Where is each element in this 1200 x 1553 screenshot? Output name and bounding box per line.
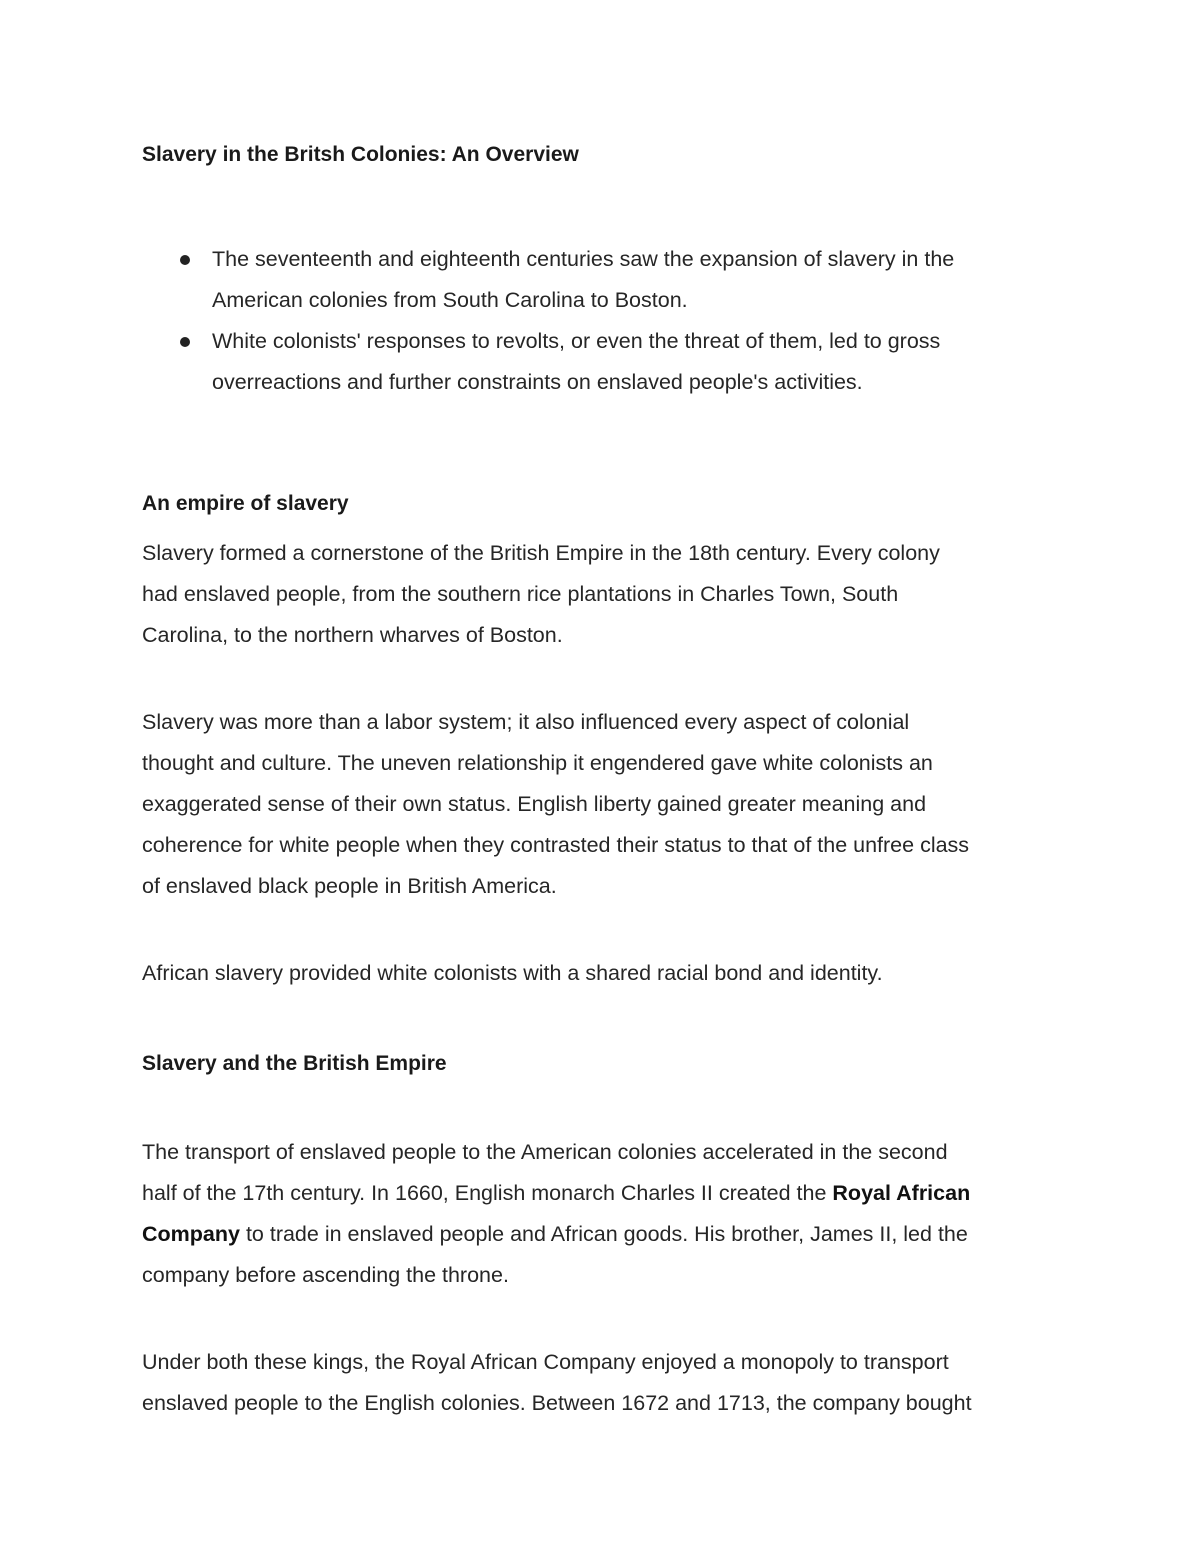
bullet-dot-icon — [180, 255, 190, 265]
overview-bullet-list — [142, 239, 1062, 403]
bullet-item — [142, 239, 1062, 321]
paragraph — [142, 702, 1062, 907]
paragraph-line: Slavery formed a cornerstone of the British Empire in the 18th century. Every colony — [142, 541, 940, 565]
paragraph-line: enslaved people to the English colonies. Between 1672 and 1713, the company bought — [142, 1391, 972, 1415]
paragraph-text: to trade in enslaved people and African goods. His brother, James II, led the — [239, 1222, 968, 1246]
paragraph-line: thought and culture. The uneven relationship it engendered gave white colonists an — [142, 751, 933, 775]
bullet-text-line: overreactions and further constraints on enslaved people's activities. — [212, 370, 863, 394]
paragraph-line: Under both these kings, the Royal African Company enjoyed a monopoly to transport — [142, 1350, 949, 1374]
paragraph-line: African slavery provided white colonists with a shared racial bond and identity. — [142, 961, 883, 985]
section-heading-empire-of-slavery: An empire of slavery — [142, 492, 349, 515]
paragraph-line: had enslaved people, from the southern rice plantations in Charles Town, South — [142, 582, 899, 606]
paragraph-text: half of the 17th century. In 1660, English monarch Charles II created the — [142, 1181, 833, 1205]
bold-term-royal-african-company: Company — [142, 1222, 240, 1246]
paragraph-line: Slavery was more than a labor system; it also influenced every aspect of colonial — [142, 710, 910, 734]
bullet-dot-icon — [180, 337, 190, 347]
paragraph — [142, 1132, 1062, 1296]
paragraph-line: company before ascending the throne. — [142, 1263, 509, 1287]
paragraph-line — [142, 1214, 1062, 1255]
paragraph-line: exaggerated sense of their own status. English liberty gained greater meaning and — [142, 792, 927, 816]
paragraph-line — [142, 1173, 1062, 1214]
paragraph-line: Carolina, to the northern wharves of Boston. — [142, 623, 563, 647]
bullet-text-line: The seventeenth and eighteenth centuries saw the expansion of slavery in the — [212, 247, 955, 271]
paragraph-line: The transport of enslaved people to the American colonies accelerated in the second — [142, 1140, 948, 1164]
bold-term-royal-african-company: Royal African — [832, 1181, 971, 1205]
paragraph — [142, 533, 1062, 656]
bullet-text-line: American colonies from South Carolina to Boston. — [212, 288, 688, 312]
paragraph — [142, 1342, 1062, 1424]
bullet-text-line: White colonists' responses to revolts, or even the threat of them, led to gross — [212, 329, 941, 353]
paragraph-line: of enslaved black people in British America. — [142, 874, 557, 898]
section-heading-slavery-and-british-empire: Slavery and the British Empire — [142, 1052, 447, 1075]
paragraph-line: coherence for white people when they contrasted their status to that of the unfree class — [142, 833, 970, 857]
paragraph — [142, 953, 1062, 994]
bullet-item — [142, 321, 1062, 403]
document-content — [142, 139, 1062, 1424]
document-title: Slavery in the Britsh Colonies: An Overview — [142, 143, 579, 166]
